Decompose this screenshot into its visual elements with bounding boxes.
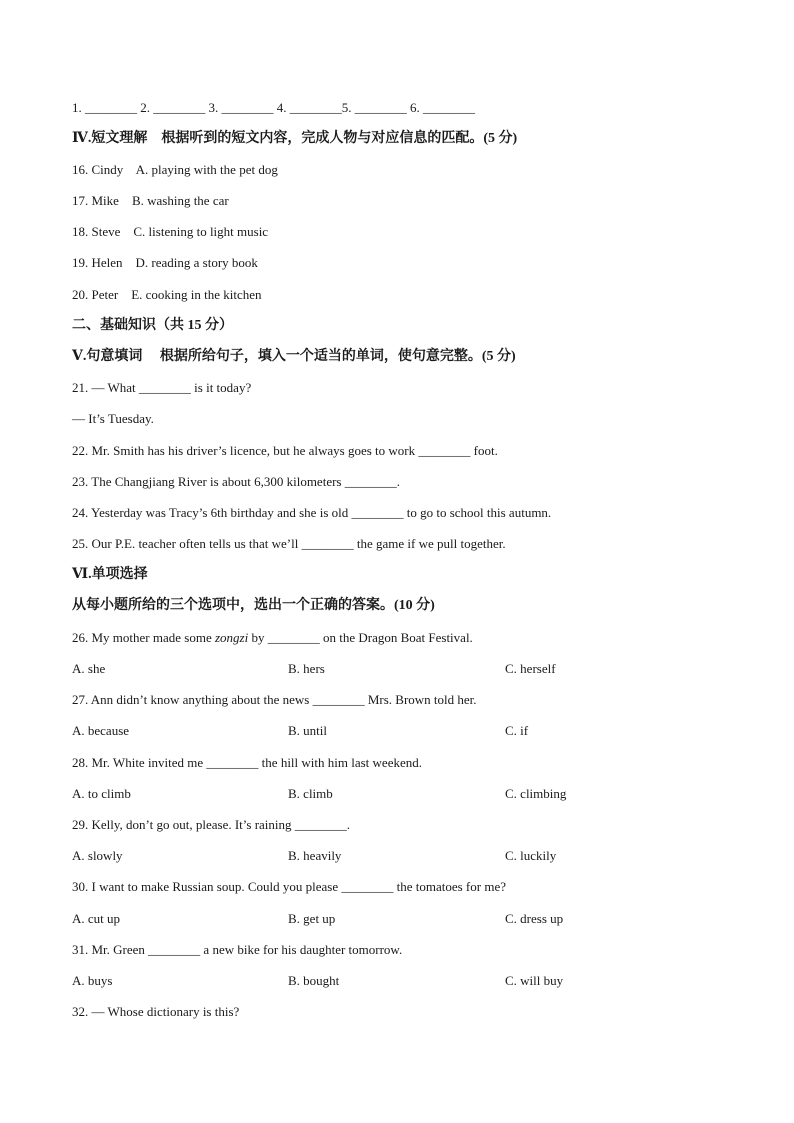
option-b: B. until <box>288 723 328 738</box>
question-stem: 31. Mr. Green ________ a new bike for his daughter tomorrow. <box>72 942 403 957</box>
option-a: A. she <box>72 661 106 676</box>
fill-in-item: 25. Our P.E. teacher often tells us that we’ll ________ the game if we pull together. <box>72 536 506 551</box>
option-c: C. if <box>505 723 529 738</box>
option-a: A. buys <box>72 973 113 988</box>
option-c: C. luckily <box>505 848 557 863</box>
question-stem: 30. I want to make Russian soup. Could you please ________ the tomatoes for me? <box>72 879 506 894</box>
option-c: C. will buy <box>505 973 564 988</box>
answer-blanks-line: 1. ________ 2. ________ 3. ________ 4. ________5. ________ 6. ________ <box>72 100 475 115</box>
matching-item: 20. Peter E. cooking in the kitchen <box>72 287 262 302</box>
question-stem: 28. Mr. White invited me ________ the hill with him last weekend. <box>72 755 422 770</box>
option-b: B. get up <box>288 911 336 926</box>
fill-in-item: 22. Mr. Smith has his driver’s licence, but he always goes to work ________ foot. <box>72 443 498 458</box>
fill-in-item: 24. Yesterday was Tracy’s 6th birthday and she is old ________ to go to school this autumn. <box>72 505 552 520</box>
section5-heading: Ⅴ.句意填词 根据所给句子，填入一个适当的单词，使句意完整。(5 分) <box>72 349 516 364</box>
stem-text: 26. My mother made some <box>72 630 215 645</box>
fill-in-item: 23. The Changjiang River is about 6,300 kilometers ________. <box>72 474 400 489</box>
option-b: B. hers <box>288 661 325 676</box>
section6-heading: Ⅵ.单项选择 <box>72 567 148 582</box>
option-b: B. bought <box>288 973 340 988</box>
option-a: A. because <box>72 723 130 738</box>
fill-in-item: 21. — What ________ is it today? <box>72 380 252 395</box>
section4-heading: Ⅳ.短文理解 根据听到的短文内容，完成人物与对应信息的匹配。(5 分) <box>72 131 518 146</box>
question-stem: 27. Ann didn’t know anything about the news ________ Mrs. Brown told her. <box>72 692 477 707</box>
stem-italic-term: zongzi <box>214 630 249 645</box>
question-stem: 32. — Whose dictionary is this? <box>72 1004 240 1019</box>
option-b: B. climb <box>288 786 333 801</box>
stem-text: by ________ on the Dragon Boat Festival. <box>248 630 473 645</box>
matching-item: 16. Cindy A. playing with the pet dog <box>72 162 278 177</box>
option-a: A. to climb <box>72 786 131 801</box>
question-stem <box>72 629 473 647</box>
part2-heading: 二、基础知识（共 15 分） <box>72 318 233 333</box>
fill-in-item: — It’s Tuesday. <box>72 411 154 426</box>
option-a: A. cut up <box>72 911 121 926</box>
matching-item: 18. Steve C. listening to light music <box>72 224 269 239</box>
option-c: C. climbing <box>505 786 567 801</box>
matching-item: 19. Helen D. reading a story book <box>72 255 258 270</box>
question-stem: 29. Kelly, don’t go out, please. It’s raining ________. <box>72 817 351 832</box>
option-a: A. slowly <box>72 848 123 863</box>
matching-item: 17. Mike B. washing the car <box>72 193 229 208</box>
section6-instruction: 从每小题所给的三个选项中，选出一个正确的答案。(10 分) <box>72 598 435 613</box>
option-c: C. herself <box>505 661 556 676</box>
option-b: B. heavily <box>288 848 342 863</box>
option-c: C. dress up <box>505 911 564 926</box>
